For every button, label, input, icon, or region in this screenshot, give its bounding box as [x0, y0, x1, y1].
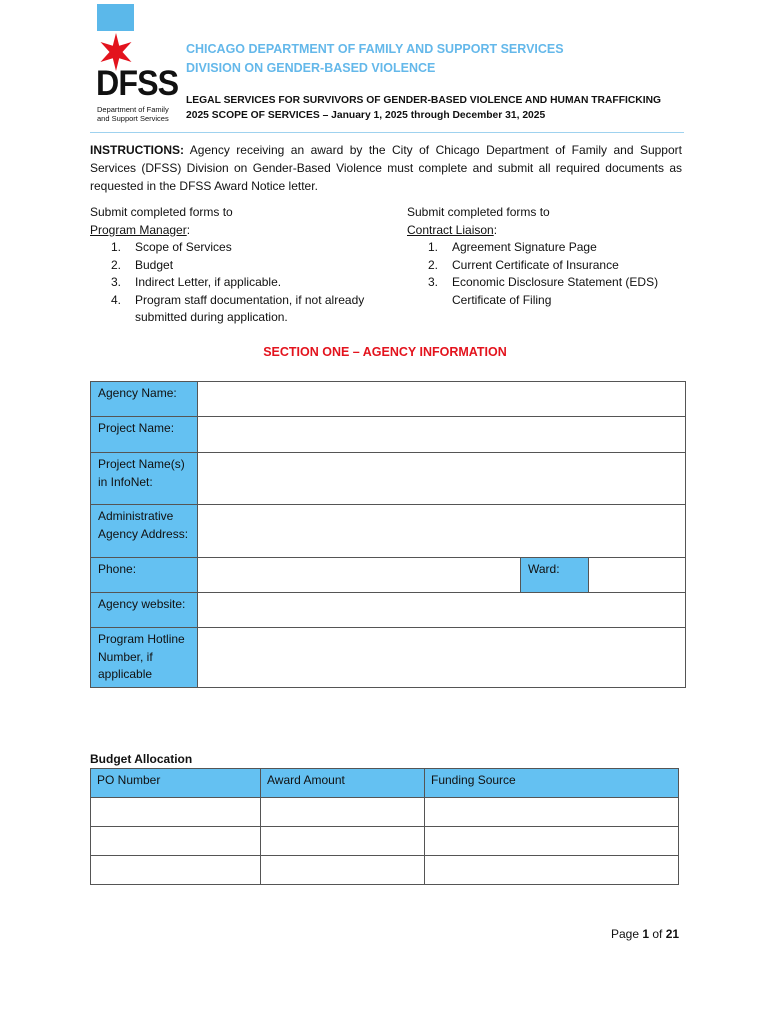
list-number: 1. [111, 240, 122, 254]
instructions-text: Agency receiving an award by the City of Chicago Department of Family and Support Services (DFSS) Division on Gender-Based Violence must complete and submit all required documents as requested in the DFSS Award Notice letter. [90, 143, 682, 193]
agency-name-label: Agency Name: [91, 382, 198, 417]
website-label: Agency website: [91, 593, 198, 628]
list-number: 3. [111, 275, 122, 289]
submit-intro: Submit completed forms to [407, 205, 550, 219]
project-infonet-label: Project Name(s) in InfoNet: [91, 453, 198, 505]
po-number-cell[interactable] [91, 827, 261, 856]
submit-program-manager [90, 204, 380, 327]
po-number-cell[interactable] [91, 798, 261, 827]
agency-name-field[interactable] [198, 382, 686, 417]
budget-allocation-table [90, 768, 679, 885]
list-text: Agreement Signature Page [452, 240, 597, 254]
department-name: CHICAGO DEPARTMENT OF FAMILY AND SUPPORT SERVICES [186, 42, 564, 56]
hotline-field[interactable] [198, 628, 686, 688]
list-number: 1. [428, 240, 439, 254]
list-text: Budget [135, 257, 174, 272]
project-infonet-row [91, 453, 686, 505]
ward-label: Ward: [521, 558, 589, 593]
recipient-line [407, 222, 697, 240]
header-divider [90, 132, 684, 133]
program-title: LEGAL SERVICES FOR SURVIVORS OF GENDER-BASED VIOLENCE AND HUMAN TRAFFICKING [186, 95, 662, 106]
phone-field[interactable] [198, 558, 521, 593]
award-amount-cell[interactable] [261, 856, 425, 885]
list-number: 2. [428, 257, 439, 272]
list-item [111, 257, 380, 275]
po-number-cell[interactable] [91, 856, 261, 885]
list-number: 3. [428, 275, 439, 289]
list-item [428, 257, 697, 275]
phone-ward-row [91, 558, 686, 593]
list-item [111, 292, 380, 327]
recipient-name: Contract Liaison [407, 222, 494, 237]
instructions-paragraph [90, 141, 682, 195]
funding-source-cell[interactable] [425, 827, 679, 856]
project-name-label: Project Name: [91, 417, 198, 453]
list-text: Scope of Services [135, 240, 232, 254]
section-one-title: SECTION ONE – AGENCY INFORMATION [263, 345, 507, 359]
po-number-header: PO Number [91, 769, 261, 798]
agency-info-table [90, 381, 686, 688]
list-item [111, 274, 380, 292]
budget-allocation-title: Budget Allocation [90, 752, 193, 766]
admin-address-label: Administrative Agency Address: [91, 505, 198, 558]
page-of: of [649, 927, 666, 941]
list-text: Indirect Letter, if applicable. [135, 275, 282, 289]
funding-source-cell[interactable] [425, 798, 679, 827]
award-amount-cell[interactable] [261, 798, 425, 827]
admin-address-field[interactable] [198, 505, 686, 558]
logo-subtitle-line2: and Support Services [97, 113, 169, 123]
recipient-colon: : [493, 222, 498, 237]
logo-blue-square [97, 4, 134, 31]
admin-address-row [91, 505, 686, 558]
logo-wordmark: DFSS [96, 64, 179, 103]
list-text: Economic Disclosure Statement (EDS) Certificate of Filing [452, 275, 659, 307]
required-docs-list [111, 239, 380, 327]
recipient-line [90, 222, 380, 240]
list-item [111, 239, 380, 257]
phone-label: Phone: [91, 558, 198, 593]
page-word: Page [611, 927, 643, 941]
recipient-name: Program Manager [90, 222, 187, 237]
department-heading [186, 40, 564, 78]
project-infonet-field[interactable] [198, 453, 686, 505]
agency-name-row [91, 382, 686, 417]
website-row [91, 593, 686, 628]
project-name-field[interactable] [198, 417, 686, 453]
instructions-label: INSTRUCTIONS: [90, 143, 184, 157]
award-amount-header: Award Amount [261, 769, 425, 798]
award-amount-cell[interactable] [261, 827, 425, 856]
list-number: 2. [111, 257, 122, 272]
logo-subtitle [97, 106, 177, 123]
page-current: 1 [642, 927, 650, 941]
table-row [91, 856, 679, 885]
required-docs-list [428, 239, 697, 309]
website-field[interactable] [198, 593, 686, 628]
hotline-row [91, 628, 686, 688]
page-total: 21 [665, 927, 680, 941]
funding-source-header: Funding Source [425, 769, 679, 798]
project-name-row [91, 417, 686, 453]
list-item [428, 274, 697, 309]
funding-source-cell[interactable] [425, 856, 679, 885]
list-text: Current Certificate of Insurance [452, 257, 619, 272]
ward-field[interactable] [589, 558, 686, 593]
hotline-label: Program Hotline Number, if applicable [91, 628, 198, 688]
budget-header-row [91, 769, 679, 798]
list-number: 4. [111, 292, 122, 307]
table-row [91, 827, 679, 856]
list-item [428, 239, 697, 257]
page-number [611, 927, 679, 941]
submit-contract-liaison [407, 204, 697, 309]
logo-subtitle-line1: Department of Family [97, 105, 169, 114]
document-title [186, 93, 661, 123]
table-row [91, 798, 679, 827]
recipient-colon: : [186, 222, 191, 237]
list-text: Program staff documentation, if not already submitted during application. [135, 292, 365, 324]
scope-line: 2025 SCOPE OF SERVICES – January 1, 2025 through December 31, 2025 [186, 110, 546, 121]
division-name: DIVISION ON GENDER-BASED VIOLENCE [186, 61, 436, 75]
submit-intro: Submit completed forms to [90, 205, 233, 219]
